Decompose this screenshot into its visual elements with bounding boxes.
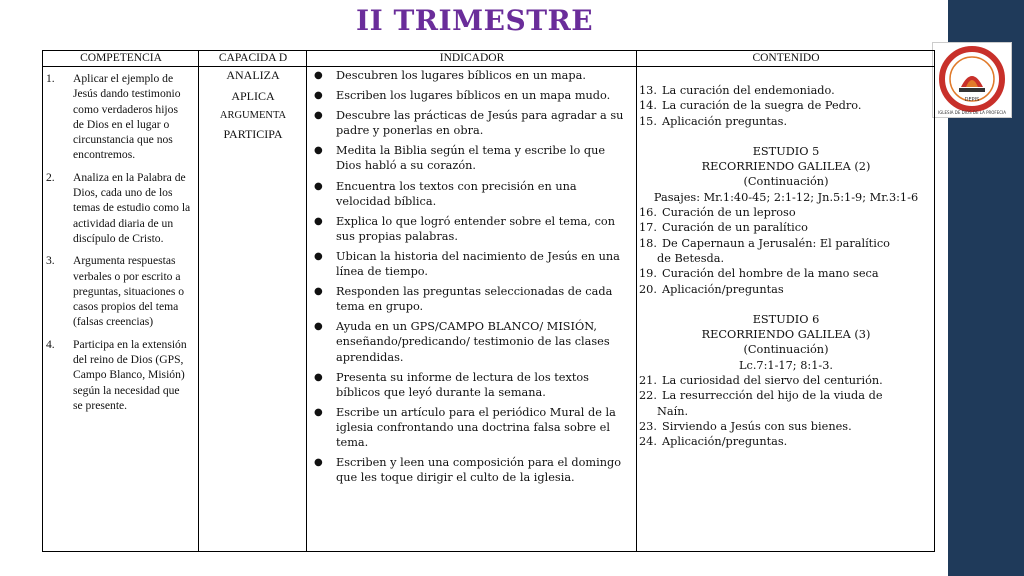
contenido-item: 14. La curación de la suegra de Pedro. (639, 99, 862, 113)
competencia-column (43, 67, 195, 413)
ministry-logo (932, 42, 1012, 118)
contenido-item: 18. De Capernaun a Jerusalén: El paralítico (639, 236, 890, 250)
estudio-6-title: ESTUDIO 6 (752, 312, 820, 326)
curriculum-table (42, 50, 935, 552)
capacidad-aplica: APLICA (231, 89, 275, 103)
contenido-item: 24. Aplicación/preguntas. (639, 435, 788, 449)
competencia-item: 1. Aplicar el ejemplo de Jesús dando testimonio como verdaderos hijos de Dios en el lugar o circunstancia que nos encontremos. (46, 72, 181, 162)
contenido-item-continuation: de Betesda. (657, 251, 725, 265)
indicador-item: ● Descubren los lugares bíblicos en un mapa. (314, 69, 586, 82)
estudio-6-pasajes: Lc.7:1-17; 8:1-3. (739, 358, 833, 372)
header-capacidad: CAPACIDA D (199, 51, 307, 67)
indicador-column (307, 67, 627, 485)
capacidad-analiza: ANALIZA (226, 68, 280, 82)
contenido-item-continuation: Naín. (657, 404, 689, 418)
contenido-column (637, 67, 935, 450)
indicador-item: ● Encuentra los textos con precisión en una velocidad bíblica. (314, 179, 577, 208)
indicador-item: ● Ubican la historia del nacimiento de Jesús en una línea de tiempo. (314, 249, 620, 279)
contenido-item: 21. La curiosidad del siervo del centurión. (639, 374, 883, 388)
indicador-item: ● Escribe un artículo para el periódico Mural de la iglesia confrontando una doctrina falsa sobre el tema. (314, 405, 616, 449)
estudio-6-subtitle: RECORRIENDO GALILEA (3) (701, 328, 871, 342)
indicador-item: ● Escriben los lugares bíblicos en un mapa mudo. (314, 89, 611, 103)
header-contenido: CONTENIDO (637, 51, 935, 67)
estudio-5-note: (Continuación) (743, 175, 829, 189)
indicador-item: ● Explica lo que logró entender sobre el tema, con sus propias palabras. (314, 214, 615, 243)
indicador-item: ● Descubre las prácticas de Jesús para agradar a su padre y ponerlas en obra. (314, 109, 624, 138)
contenido-item: 16. Curación de un leproso (639, 206, 796, 220)
competencia-item: 2. Analiza en la Palabra de Dios, cada uno de los temas de estudio como la actividad diaria de un discípulo de Cristo. (46, 170, 191, 245)
logo-badge-text: DEPIS (964, 97, 980, 103)
contenido-item: 13. La curación del endemoniado. (639, 84, 835, 97)
contenido-item: 15. Aplicación preguntas. (639, 114, 788, 128)
estudio-5-subtitle: RECORRIENDO GALILEA (2) (701, 160, 871, 174)
capacidad-participa: PARTICIPA (223, 127, 283, 141)
capacidad-column (199, 67, 307, 142)
header-competencia: COMPETENCIA (43, 51, 199, 67)
contenido-item: 23. Sirviendo a Jesús con sus bienes. (639, 419, 852, 433)
contenido-item: 19. Curación del hombre de la mano seca (639, 267, 879, 281)
page-title: II TRIMESTRE (356, 4, 594, 37)
estudio-5-title: ESTUDIO 5 (752, 144, 820, 158)
estudio-5-pasajes: Pasajes: Mr.1:40-45; 2:1-12; Jn.5:1-9; Mr.3:1-6 (653, 190, 919, 204)
header-indicador: INDICADOR (307, 51, 637, 67)
contenido-item: 20. Aplicación/preguntas (639, 282, 784, 296)
estudio-6-note: (Continuación) (743, 343, 829, 357)
competencia-item: 3. Argumenta respuestas verbales o por escrito a preguntas, situaciones o casos propios del tema (falsas creencias) (46, 254, 185, 329)
indicador-item: ● Ayuda en un GPS/CAMPO BLANCO/ MISIÓN, enseñando/predicando/ testimonio de las clases aprendidas. (314, 320, 610, 364)
contenido-item: 22. La resurrección del hijo de la viuda de (639, 389, 883, 403)
logo-bottom-text: IGLESIA DE DIOS DE LA PROFECIA (938, 110, 1006, 115)
indicador-item: ● Medita la Biblia según el tema y escribe lo que Dios habló a su corazón. (314, 144, 606, 173)
indicador-item: ● Responden las preguntas seleccionadas de cada tema en grupo. (314, 285, 613, 314)
contenido-item: 17. Curación de un paralítico (639, 221, 808, 235)
indicador-item: ● Escriben y leen una composición para el domingo que les toque dirigir el culto de la iglesia. (314, 456, 622, 485)
capacidad-argumenta: ARGUMENTA (219, 110, 287, 121)
indicador-item: ● Presenta su informe de lectura de los textos bíblicos que leyó durante la semana. (314, 370, 589, 399)
competencia-item: 4. Participa en la extensión del reino de Dios (GPS, Campo Blanco, Misión) según la necesidad que se presente. (46, 337, 187, 412)
